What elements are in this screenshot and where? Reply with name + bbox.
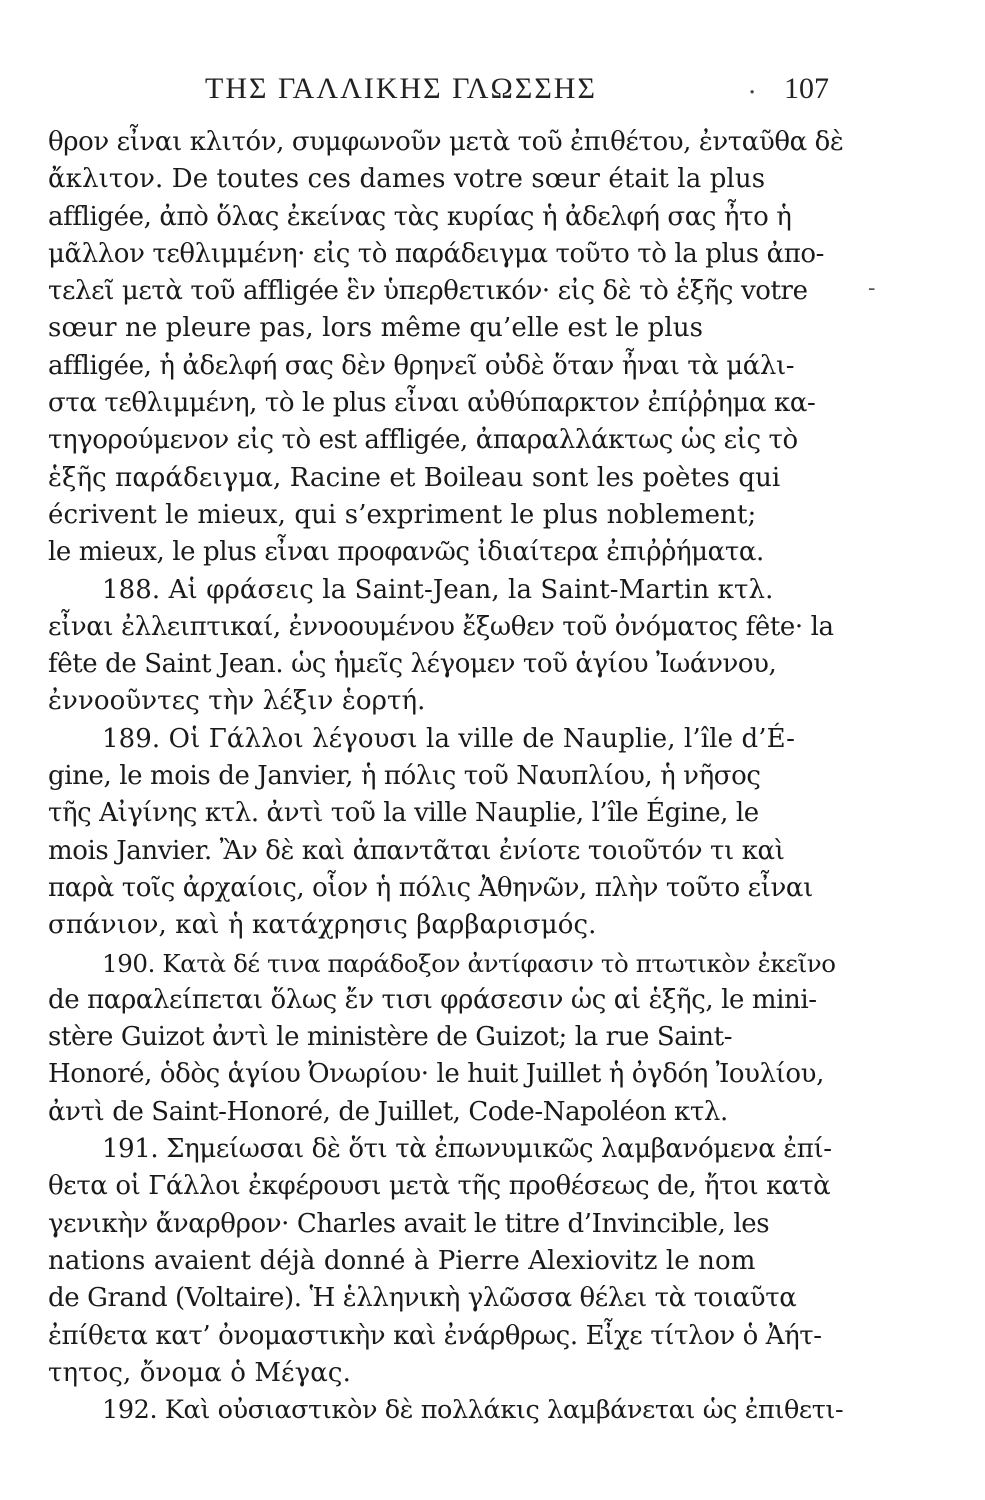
text-line: affligée, ἀπὸ ὅλας ἐκείνας τὰς κυρίας ἡ ἀδελφή σας ἦτο ἡ [48, 201, 792, 232]
paragraph-start-190: 190. Κατὰ δέ τινα παράδοξον ἀντίφασιν τὸ πτωτικὸν ἐκεῖνο [102, 948, 836, 978]
text-line: gine, le mois de Janvier, ἡ πόλις τοῦ Ναυπλίου, ἡ νῆσος [48, 761, 761, 792]
text-line: παρὰ τοῖς ἀρχαίοις, οἷον ἡ πόλις Ἀθηνῶν, πλὴν τοῦτο εἶναι [48, 872, 813, 903]
text-line: nations avaient déjà donné à Pierre Alexiovitz le nom [48, 1245, 756, 1276]
text-line: γενικὴν ἄναρθρον· Charles avait le titre d’Invincible, les [48, 1208, 770, 1239]
text-line: ἀντὶ de Saint-Honoré, de Juillet, Code-Napoléon κτλ. [48, 1096, 728, 1127]
text-line: θρον εἶναι κλιτόν, συμφωνοῦν μετὰ τοῦ ἐπιθέτου, ἐνταῦθα δὲ [48, 127, 844, 157]
paragraph-start-189: 189. Οἱ Γάλλοι λέγουσι la ville de Nauplie, l’île d’É- [102, 723, 796, 754]
body-text [48, 124, 848, 1429]
text-line: affligée, ἡ ἀδελφή σας δὲν θρηνεῖ οὐδὲ ὅταν ἦναι τὰ μάλι- [48, 350, 795, 381]
page-header [0, 72, 985, 112]
paragraph-start-192: 192. Καὶ οὐσιαστικὸν δὲ πολλάκις λαμβάνεται ὡς ἐπιθετι- [102, 1395, 844, 1426]
text-line: stère Guizot ἀντὶ le ministère de Guizot; la rue Saint- [48, 1022, 733, 1053]
text-line: ἐπίθετα κατ’ ὀνομαστικὴν καὶ ἐνάρθρως. Εἶχε τίτλον ὁ Ἀήτ- [48, 1320, 822, 1351]
text-line: τητος, ὄνομα ὁ Μέγας. [48, 1357, 351, 1388]
text-line: εἶναι ἐλλειπτικαί, ἐννοουμένου ἔξωθεν τοῦ ὀνόματος fête· la [48, 611, 834, 642]
text-line: τηγορούμενον εἰς τὸ est affligée, ἀπαραλλάκτως ὡς εἰς τὸ [48, 425, 798, 456]
text-line: στα τεθλιμμένη, τὸ le plus εἶναι αὐθύπαρκτον ἐπίῤῥημα κα- [48, 388, 816, 419]
text-line: ἐννοοῦντες τὴν λέξιν ἑορτή. [48, 686, 426, 717]
text-line: Honoré, ὁδὸς ἁγίου Ὀνωρίου· le huit Juillet ἡ ὀγδόη Ἰουλίου, [48, 1059, 824, 1090]
text-line: τῆς Αἰγίνης κτλ. ἀντὶ τοῦ la ville Nauplie, l’île Égine, le [48, 798, 759, 829]
text-line: écrivent le mieux, qui s’expriment le plus noblement; [48, 499, 757, 530]
text-line: le mieux, le plus εἶναι προφανῶς ἰδιαίτερα ἐπιῤῥήματα. [48, 537, 764, 568]
text-line: fête de Saint Jean. ὡς ἡμεῖς λέγομεν τοῦ ἁγίου Ἰωάννου, [48, 649, 777, 680]
text-line: de Grand (Voltaire). Ἡ ἑλληνικὴ γλῶσσα θέλει τὰ τοιαῦτα [48, 1283, 797, 1314]
paragraph-start-191: 191. Σημείωσαι δὲ ὅτι τὰ ἐπωνυμικῶς λαμβανόμενα ἐπί- [102, 1134, 832, 1165]
text-line: sœur ne pleure pas, lors même qu’elle est le plus [48, 313, 704, 344]
paragraph-start-188: 188. Αἱ φράσεις la Saint-Jean, la Saint-Martin κτλ. [102, 574, 774, 605]
text-line: μᾶλλον τεθλιμμένη· εἰς τὸ παράδειγμα τοῦτο τὸ la plus ἀπο- [48, 238, 825, 269]
text-line: θετα οἱ Γάλλοι ἐκφέρουσι μετὰ τῆς προθέσεως de, ἤτοι κατὰ [48, 1171, 831, 1202]
running-title: ΤΗΣ ΓΑΛΛΙΚΗΣ ΓΛΩΣΣΗΣ [205, 72, 597, 105]
text-line: ἄκλιτον. De toutes ces dames votre sœur était la plus [48, 164, 766, 195]
text-line: ἑξῆς παράδειγμα, Racine et Boileau sont les poètes qui [48, 462, 781, 493]
margin-mark: - [868, 276, 876, 301]
text-line: τελεῖ μετὰ τοῦ affligée ἓν ὑπερθετικόν· εἰς δὲ τὸ ἑξῆς votre [48, 276, 808, 307]
text-line: σπάνιον, καὶ ἡ κατάχρησις βαρβαρισμός. [48, 910, 597, 941]
page-number: 107 [784, 72, 829, 105]
text-line: mois Janvier. Ἂν δὲ καὶ ἀπαντᾶται ἐνίοτε τοιοῦτόν τι καὶ [48, 835, 785, 866]
text-line: de παραλείπεται ὅλως ἔν τισι φράσεσιν ὡς αἱ ἑξῆς, le mini- [48, 984, 817, 1015]
header-dot: · [748, 78, 757, 108]
